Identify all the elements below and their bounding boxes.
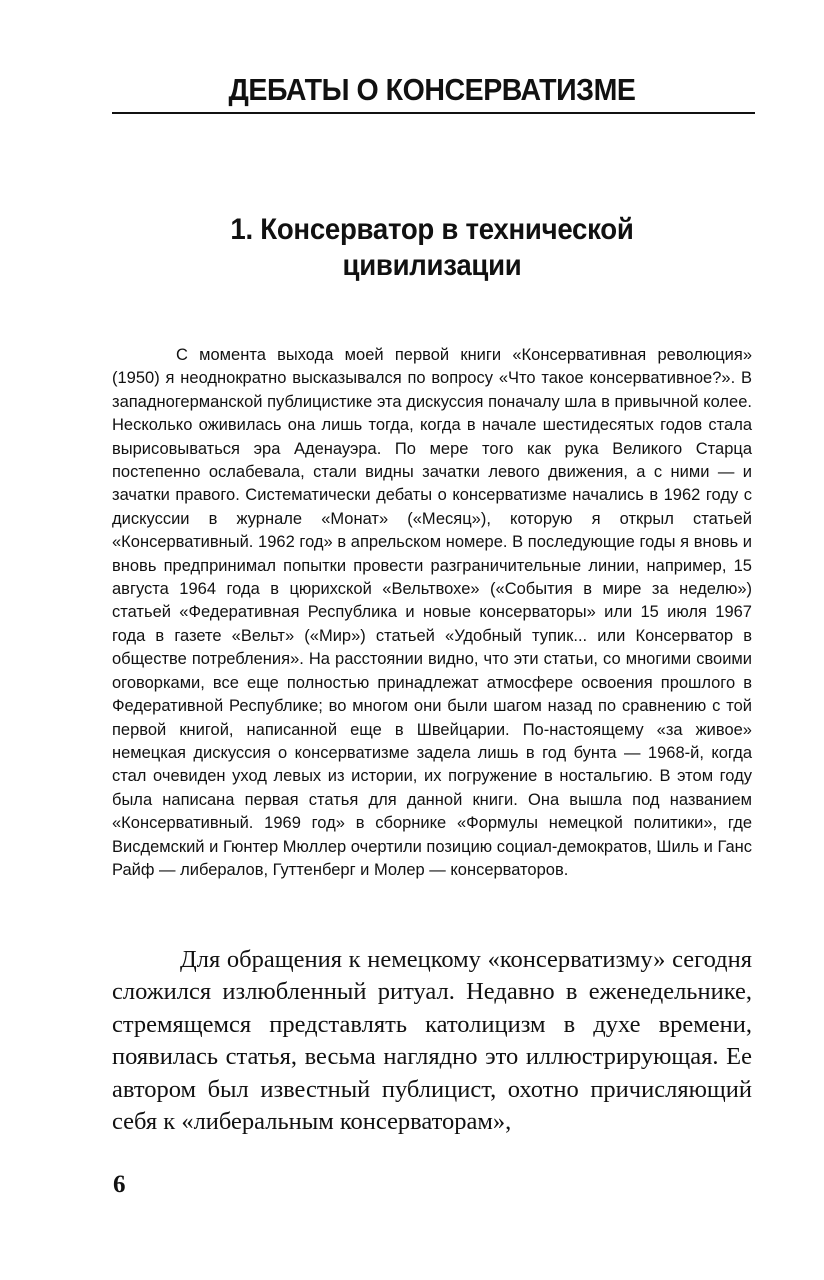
page-number: 6 (113, 1171, 126, 1198)
main-text-paragraph (112, 944, 752, 1138)
chapter-title: 1. Консерватор в технической цивилизации (230, 213, 634, 282)
preface-text: С момента выхода моей первой книги «Консервативная революция» (1950) я неоднократно высказывался по вопросу «Что такое консервативное?». В западногерманской публицистике эта дискуссия поначалу шла в привычной колее. Несколько оживилась она лишь тогда, когда в начале шестидесятых годов стала вырисовываться эра Аденауэра. По мере того как рука Великого Старца постепенно ослабевала, стали видны зачатки левого движения, а с ними — и зачатки правого. Систематически дебаты о консерватизме начались в 1962 году с дискуссии в журнале «Монат» («Месяц»), которую я открыл статьей «Консервативный. 1962 год» в апрельском номере. В последующие годы я вновь и вновь предпринимал попытки провести разграничительные линии, например, 15 августа 1964 года в цюрихской «Вельтвохе» («События в мире за неделю») статьей «Федеративная Республика и новые консерваторы» или 15 июля 1967 года в газете «Вельт» («Мир») статьей «Удобный тупик... или Консерватор в обществе потребления». На расстоянии видно, что эти статьи, со многими своими оговорками, все еще полностью принадлежат атмосфере освоения прошлого в Федеративной Республике; во многом они были шагом назад по сравнению с той первой книгой, написанной еще в Швейцарии. По-настоящему «за живое» немецкая дискуссия о консерватизме задела лишь в год бунта — 1968-й, когда стал очевиден уход левых из истории, их погружение в ностальгию. В этом году была написана первая статья для данной книги. Она вышла под названием «Консервативный. 1969 год» в сборнике «Формулы немецкой политики», где Висдемский и Гюнтер Мюллер очертили позицию социал-демократов, Шиль и Ганс Райф — либералов, Гуттенберг и Молер — консерваторов. (112, 346, 752, 879)
main-text: Для обращения к немецкому «консерватизму» сегодня сложился излюбленный ритуал. Недавно в еженедельнике, стремящемся представлять католицизм в духе времени, появилась статья, весьма наглядно это иллюстрирующая. Ее автором был известный публицист, охотно причисляющий себя к «либеральным консерваторам», (112, 946, 752, 1136)
author-preface-paragraph (112, 344, 752, 882)
header-rule (112, 112, 755, 114)
running-head: ДЕБАТЫ О КОНСЕРВАТИЗМЕ (228, 72, 636, 107)
